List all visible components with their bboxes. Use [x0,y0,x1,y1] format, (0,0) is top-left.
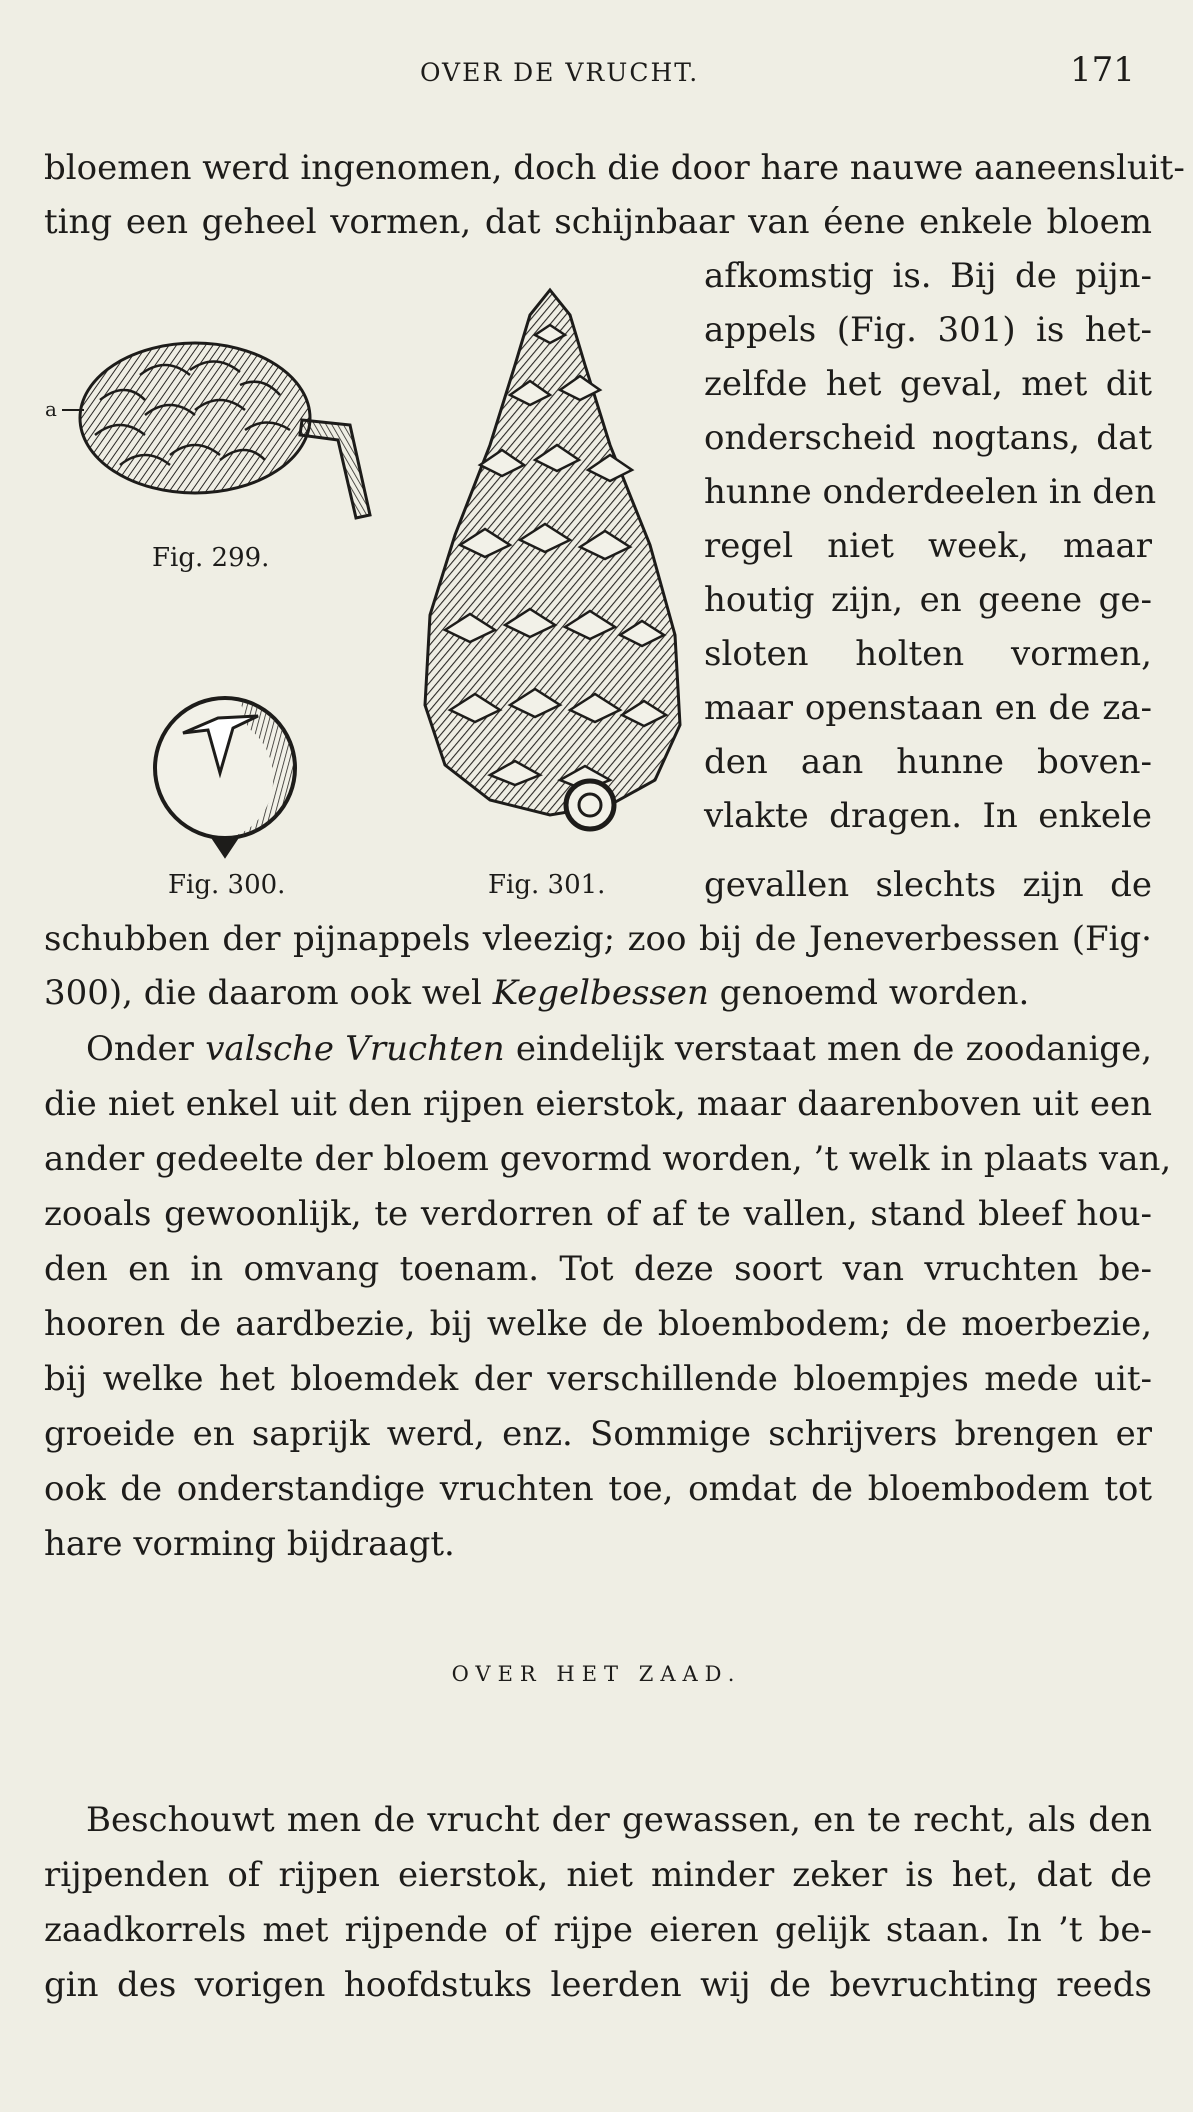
text-line: den aan hunne boven- [704,742,1152,782]
figure-299-illustration [40,330,390,530]
text-line: hare vorming bijdraagt. [44,1524,455,1564]
text-line: hunne onderdeelen in den [704,472,1157,512]
figure-301-illustration [410,285,690,845]
text-line: maar openstaan en de za- [704,688,1152,728]
page-number: 171 [1070,50,1135,90]
text-line: ander gedeelte der bloem gevormd worden, ’t welk in plaats van, [44,1139,1172,1179]
figure-300-caption: Fig. 300. [168,870,286,900]
text-line [44,966,1152,1020]
text-line: bij welke het bloemdek der verschillende bloempjes mede uit- [44,1359,1152,1399]
section-heading: OVER HET ZAAD. [451,1662,742,1686]
italic-term: Kegelbessen [492,973,709,1013]
figure-300-illustration [148,688,303,863]
text-line: schubben der pijnappels vleezig; zoo bij de Jeneverbessen (Fig· [44,919,1152,959]
text-line: gevallen slechts zijn de [704,865,1152,905]
figure-301-caption: Fig. 301. [488,870,606,900]
text-line: onderscheid nogtans, dat [704,418,1152,458]
text-line: ting een geheel vormen, dat schijnbaar van éene enkele bloem [44,202,1152,242]
text-line: zelfde het geval, met dit [704,364,1152,404]
text-line: den en in omvang toenam. Tot deze soort van vruchten be- [44,1249,1152,1289]
text-line: appels (Fig. 301) is het- [704,310,1152,350]
text-line: regel niet week, maar [704,526,1152,566]
running-head: OVER DE VRUCHT. [420,58,700,87]
text-line: afkomstig is. Bij de pijn- [704,256,1152,296]
figure-299-caption: Fig. 299. [152,543,270,573]
text-line: zooals gewoonlijk, te verdorren of af te vallen, stand bleef hou- [44,1194,1152,1234]
text-line: hooren de aardbezie, bij welke de bloembodem; de moerbezie, [44,1304,1152,1344]
figure-299-label-a: a [45,397,57,421]
text-line: ook de onderstandige vruchten toe, omdat de bloembodem tot [44,1469,1152,1509]
text-segment: 300), die daarom ook wel [44,973,482,1013]
text-line: Beschouwt men de vrucht der gewassen, en te recht, als den [86,1800,1152,1840]
text-segment: genoemd worden. [719,973,1030,1013]
text-line: die niet enkel uit den rijpen eierstok, maar daarenboven uit een [44,1084,1152,1124]
text-line: vlakte dragen. In enkele [704,796,1152,836]
text-line: groeide en saprijk werd, enz. Sommige schrijvers brengen er [44,1414,1152,1454]
italic-term: valsche Vruchten [205,1029,505,1069]
text-line: rijpenden of rijpen eierstok, niet minder zeker is het, dat de [44,1855,1152,1895]
text-line: gin des vorigen hoofdstuks leerden wij de bevruchting reeds [44,1965,1152,2005]
text-line [86,1022,1152,1076]
text-segment: eindelijk verstaat men de zoodanige, [515,1029,1153,1069]
text-line: houtig zijn, en geene ge- [704,580,1152,620]
text-line: sloten holten vormen, [704,634,1152,674]
text-line: zaadkorrels met rijpende of rijpe eieren gelijk staan. In ’t be- [44,1910,1152,1950]
text-segment: Onder [86,1029,194,1069]
text-line: bloemen werd ingenomen, doch die door hare nauwe aaneensluit- [44,148,1185,188]
